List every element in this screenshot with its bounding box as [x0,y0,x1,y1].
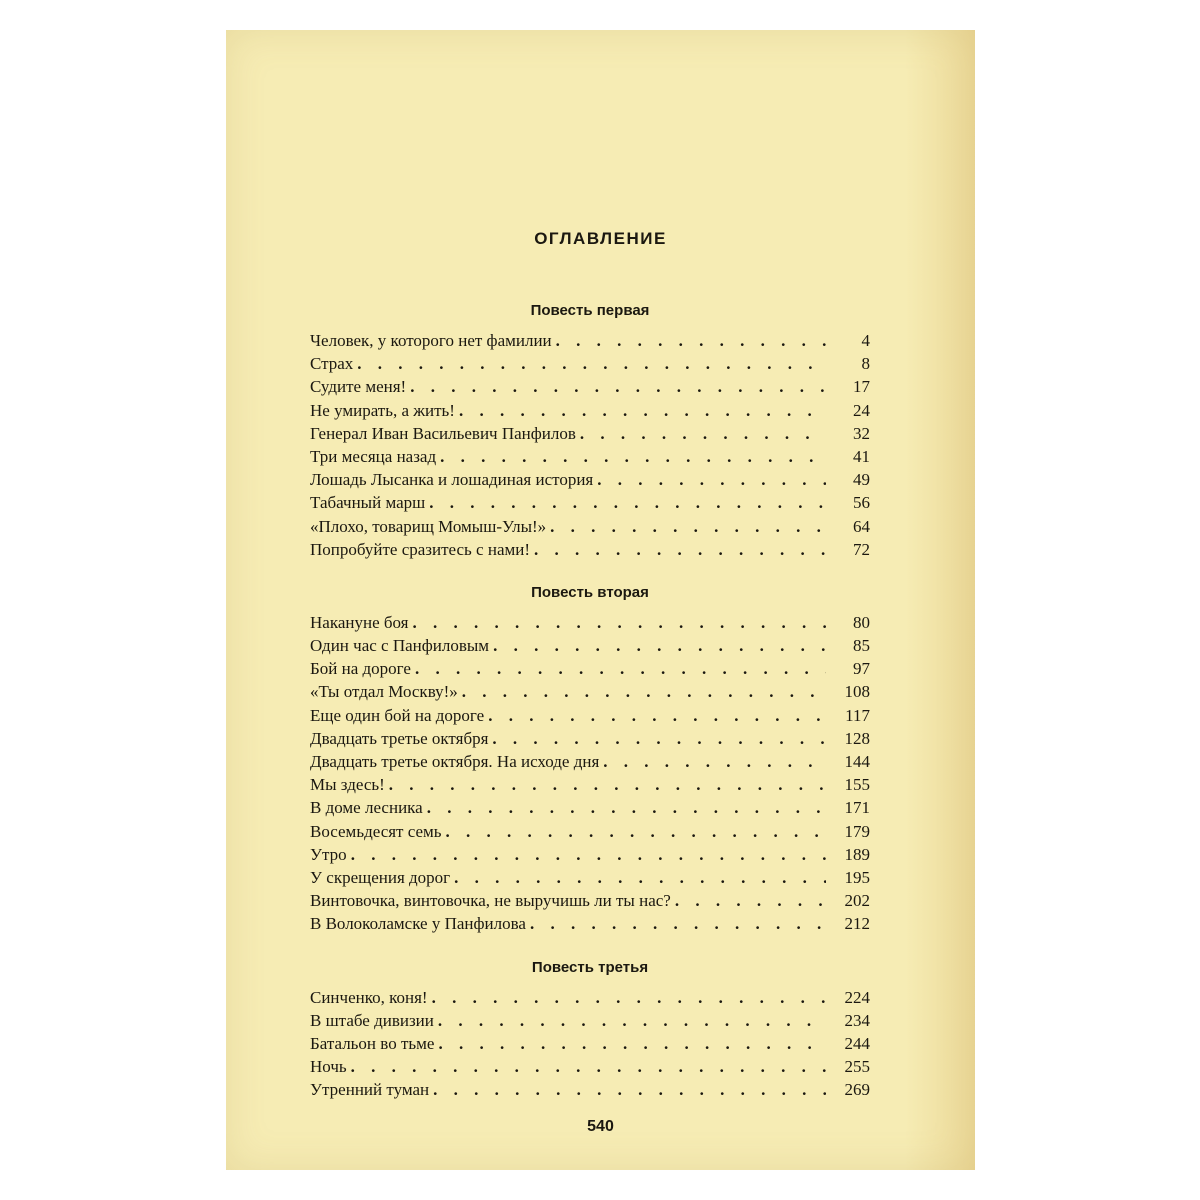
entry-title: Судите меня! [310,377,407,397]
dot-leader [675,889,826,912]
toc-section-3 [310,956,870,1102]
dot-leader [413,611,826,634]
dot-leader [440,445,826,468]
entry-title: Генерал Иван Васильевич Панфилов [310,423,576,443]
entry-title: Лошадь Лысанка и лошадиная история [310,470,594,490]
entry-title: Страх [310,354,354,374]
toc-entry [310,1032,870,1055]
entry-title: В Волоколамске у Панфилова [310,914,526,934]
entry-title: Батальон во тьме [310,1033,435,1053]
entry-title: «Ты отдал Москву!» [310,682,458,702]
entry-title: Двадцать третье октября. На исходе дня [310,752,600,771]
table-of-contents [310,299,870,1101]
toc-entry [310,773,870,796]
dot-leader [351,843,826,866]
entry-page: 64 [853,516,870,536]
toc-entry [310,866,870,889]
entry-page: 212 [844,914,870,934]
toc-entry [310,986,870,1009]
toc-section-2 [310,581,870,936]
entry-page: 155 [844,775,870,795]
section-heading: Повесть третья [531,958,649,976]
toc-entry [310,1078,870,1101]
dot-leader [351,1055,826,1078]
toc-entry [310,727,870,750]
entry-page: 41 [853,446,870,466]
dot-leader [446,820,826,843]
entry-page: 72 [853,539,870,559]
dot-leader [415,657,826,680]
entry-page: 195 [844,867,870,887]
entry-page: 4 [861,331,870,350]
section-heading: Повесть вторая [531,583,649,601]
entry-page: 202 [844,891,870,911]
entry-page: 269 [844,1080,870,1100]
toc-entry [310,1055,870,1078]
entry-title: Один час с Панфиловым [310,636,490,656]
toc-entries [310,986,870,1102]
entry-title: Двадцать третье октября [310,728,489,748]
entry-title: Попробуйте сразитесь с нами! [310,539,531,559]
toc-entry [310,468,870,491]
entry-page: 49 [853,470,870,490]
entry-page: 128 [844,728,870,748]
dot-leader [493,634,826,657]
dot-leader [438,1009,826,1032]
page-title: ОГЛАВЛЕНИЕ [534,229,667,248]
entry-title: «Плохо, товарищ Момыш-Улы!» [310,516,547,536]
toc-entry [310,422,870,445]
toc-entry [310,680,870,703]
dot-leader [534,538,826,561]
toc-entry [310,538,870,561]
entry-title: Утренний туман [310,1080,430,1100]
dot-leader [454,866,826,889]
entry-title: Накануне боя [310,612,409,632]
entry-title: Еще один бой на дороге [310,705,485,725]
toc-entry [310,634,870,657]
entry-page: 32 [853,423,870,443]
dot-leader [429,491,826,514]
toc-entry [310,611,870,634]
dot-leader [492,727,826,750]
entry-page: 80 [853,612,870,632]
entry-title: В штабе дивизии [310,1010,434,1030]
toc-entry [310,889,870,912]
toc-entry [310,445,870,468]
toc-entry [310,796,870,819]
entry-title: Человек, у которого нет фамилии [310,331,552,350]
dot-leader [389,773,826,796]
toc-entry [310,399,870,422]
dot-leader [438,1032,826,1055]
entry-page: 179 [844,821,870,841]
dot-leader [427,796,826,819]
dot-leader [603,750,826,773]
toc-entry [310,912,870,935]
page-number: 540 [587,1118,614,1135]
toc-entry [310,1009,870,1032]
entry-page: 144 [844,752,870,771]
entry-page: 97 [853,659,870,679]
entry-title: Ночь [310,1057,347,1077]
entry-page: 24 [853,400,870,420]
dot-leader [433,1078,826,1101]
entry-title: В доме лесника [310,798,423,818]
toc-entry [310,352,870,375]
entry-title: Табачный марш [310,493,426,513]
entry-title: Не умирать, а жить! [310,400,455,420]
entry-page: 234 [844,1010,870,1030]
dot-leader [597,468,826,491]
entry-page: 224 [844,987,870,1007]
dot-leader [459,399,826,422]
entry-page: 189 [844,844,870,864]
entry-page: 255 [844,1057,870,1077]
toc-section-1 [310,299,870,561]
entry-title: Винтовочка, винтовочка, не выручишь ли ты нас? [310,891,671,911]
toc-entry [310,375,870,398]
dot-leader [432,986,826,1009]
dot-leader [530,912,826,935]
dot-leader [488,704,826,727]
book-page [226,30,975,1170]
toc-entry [310,515,870,538]
entry-page: 171 [844,798,870,818]
dot-leader [357,352,826,375]
toc-entry [310,329,870,352]
toc-entry [310,657,870,680]
toc-entries [310,329,870,561]
entry-title: Мы здесь! [310,775,385,795]
entry-title: Синченко, коня! [310,987,428,1007]
toc-entry [310,750,870,773]
entry-title: Три месяца назад [310,446,437,466]
entry-title: Восемьдесят семь [310,821,442,841]
entry-title: У скрещения дорог [310,867,451,887]
section-heading: Повесть первая [530,302,650,319]
toc-entry [310,843,870,866]
toc-entry [310,820,870,843]
toc-entry [310,491,870,514]
dot-leader [580,422,826,445]
entry-page: 85 [853,636,870,656]
dot-leader [556,329,826,352]
entry-page: 117 [845,705,870,725]
dot-leader [462,680,826,703]
entry-title: Бой на дороге [310,659,411,679]
dot-leader [550,515,826,538]
toc-entries [310,611,870,936]
dot-leader [410,375,826,398]
entry-page: 108 [844,682,870,702]
entry-page: 8 [861,354,870,374]
entry-page: 17 [853,377,870,397]
toc-entry [310,704,870,727]
entry-page: 244 [844,1033,870,1053]
entry-page: 56 [853,493,870,513]
entry-title: Утро [310,844,347,864]
